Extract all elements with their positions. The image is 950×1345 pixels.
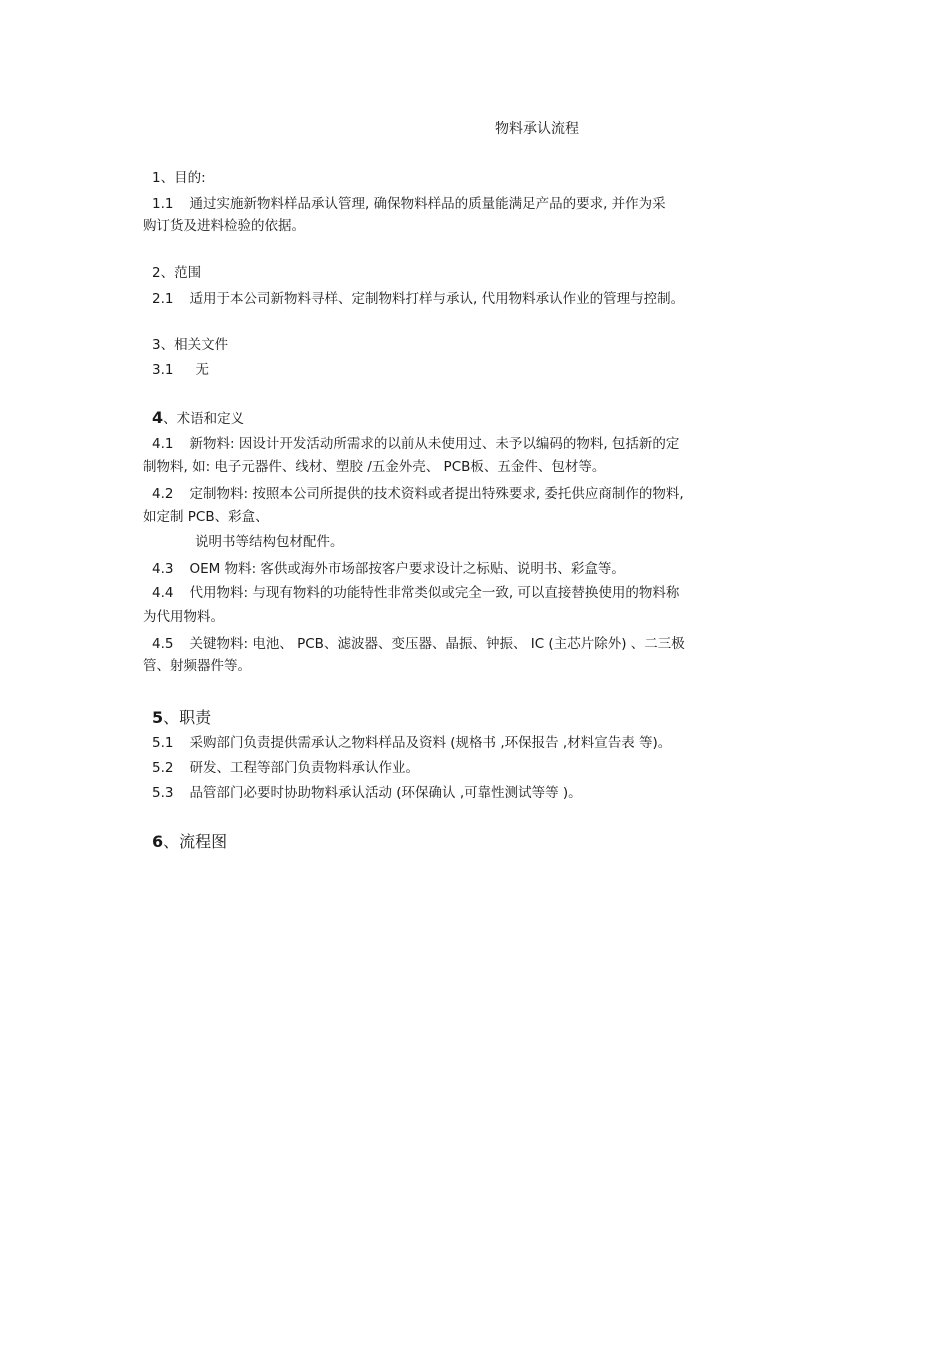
para-number: 1.1 [152,196,174,212]
para-text: 研发、工程等部门负责物料承认作业。 [189,760,419,776]
para-number: 4.1 [152,436,174,452]
section-5-heading [152,708,211,728]
section-title: 、流程图 [163,832,228,851]
para-4-5-cont: 管、射频器件等。 [143,658,251,674]
para-3-1 [152,361,209,379]
para-4-1 [152,435,679,453]
section-3-heading: 3、相关文件 [152,337,229,353]
para-text: 通过实施新物料样品承认管理, 确保物料样品的质量能满足产品的要求, 并作为采 [189,196,666,212]
para-1-1-cont: 购订货及进料检验的依据。 [143,218,305,234]
para-number: 2.1 [152,291,174,307]
para-text: 关键物料: 电池、 PCB、滤波器、变压器、晶振、钟振、 IC (主芯片除外) 、二三极 [189,636,685,652]
section-number: 5 [152,708,164,727]
para-4-4 [152,584,679,602]
para-4-2 [152,485,684,503]
section-6-heading [152,832,227,852]
para-text: 定制物料: 按照本公司所提供的技术资料或者提出特殊要求, 委托供应商制作的物料, [189,486,684,502]
para-text: 适用于本公司新物料寻样、定制物料打样与承认, 代用物料承认作业的管理与控制。 [189,291,685,307]
para-4-3 [152,560,625,578]
para-1-1 [152,195,666,213]
para-number: 4.5 [152,636,174,652]
para-5-2 [152,759,419,777]
para-text: 代用物料: 与现有物料的功能特性非常类似或完全一致, 可以直接替换使用的物料称 [189,585,680,601]
para-text: 采购部门负责提供需承认之物料样品及资料 (规格书 ,环保报告 ,材料宣告表 等)。 [189,735,672,751]
para-text: 新物料: 因设计开发活动所需求的以前从未使用过、未予以编码的物料, 包括新的定 [189,436,680,452]
section-2-heading: 2、范围 [152,265,202,281]
para-text: 无 [195,362,209,378]
para-number: 3.1 [152,362,174,378]
section-number: 4 [152,408,164,427]
para-number: 5.2 [152,760,174,776]
section-1-heading: 1、目的: [152,170,206,186]
para-4-2-cont: 如定制 PCB、彩盒、 [143,509,269,525]
para-text: OEM 物料: 客供或海外市场部按客户要求设计之标贴、说明书、彩盒等。 [189,561,625,577]
para-number: 5.1 [152,735,174,751]
para-4-5 [152,635,685,653]
section-number: 6 [152,832,164,851]
para-number: 5.3 [152,785,174,801]
section-4-heading [152,409,244,428]
para-2-1 [152,290,684,308]
para-4-2-cont2: 说明书等结构包材配件。 [195,534,344,550]
para-4-4-cont: 为代用物料。 [143,609,224,625]
para-number: 4.3 [152,561,174,577]
para-number: 4.4 [152,585,174,601]
section-title: 、职责 [163,708,212,727]
para-number: 4.2 [152,486,174,502]
para-text: 品管部门必要时协助物料承认活动 (环保确认 ,可靠性测试等等 )。 [189,785,582,801]
section-title: 、术语和定义 [163,411,245,427]
para-5-3 [152,784,582,802]
document-title: 物料承认流程 [495,121,579,137]
para-5-1 [152,734,671,752]
para-4-1-cont: 制物料, 如: 电子元器件、线材、塑胶 /五金外壳、 PCB板、五金件、包材等。 [143,459,606,475]
